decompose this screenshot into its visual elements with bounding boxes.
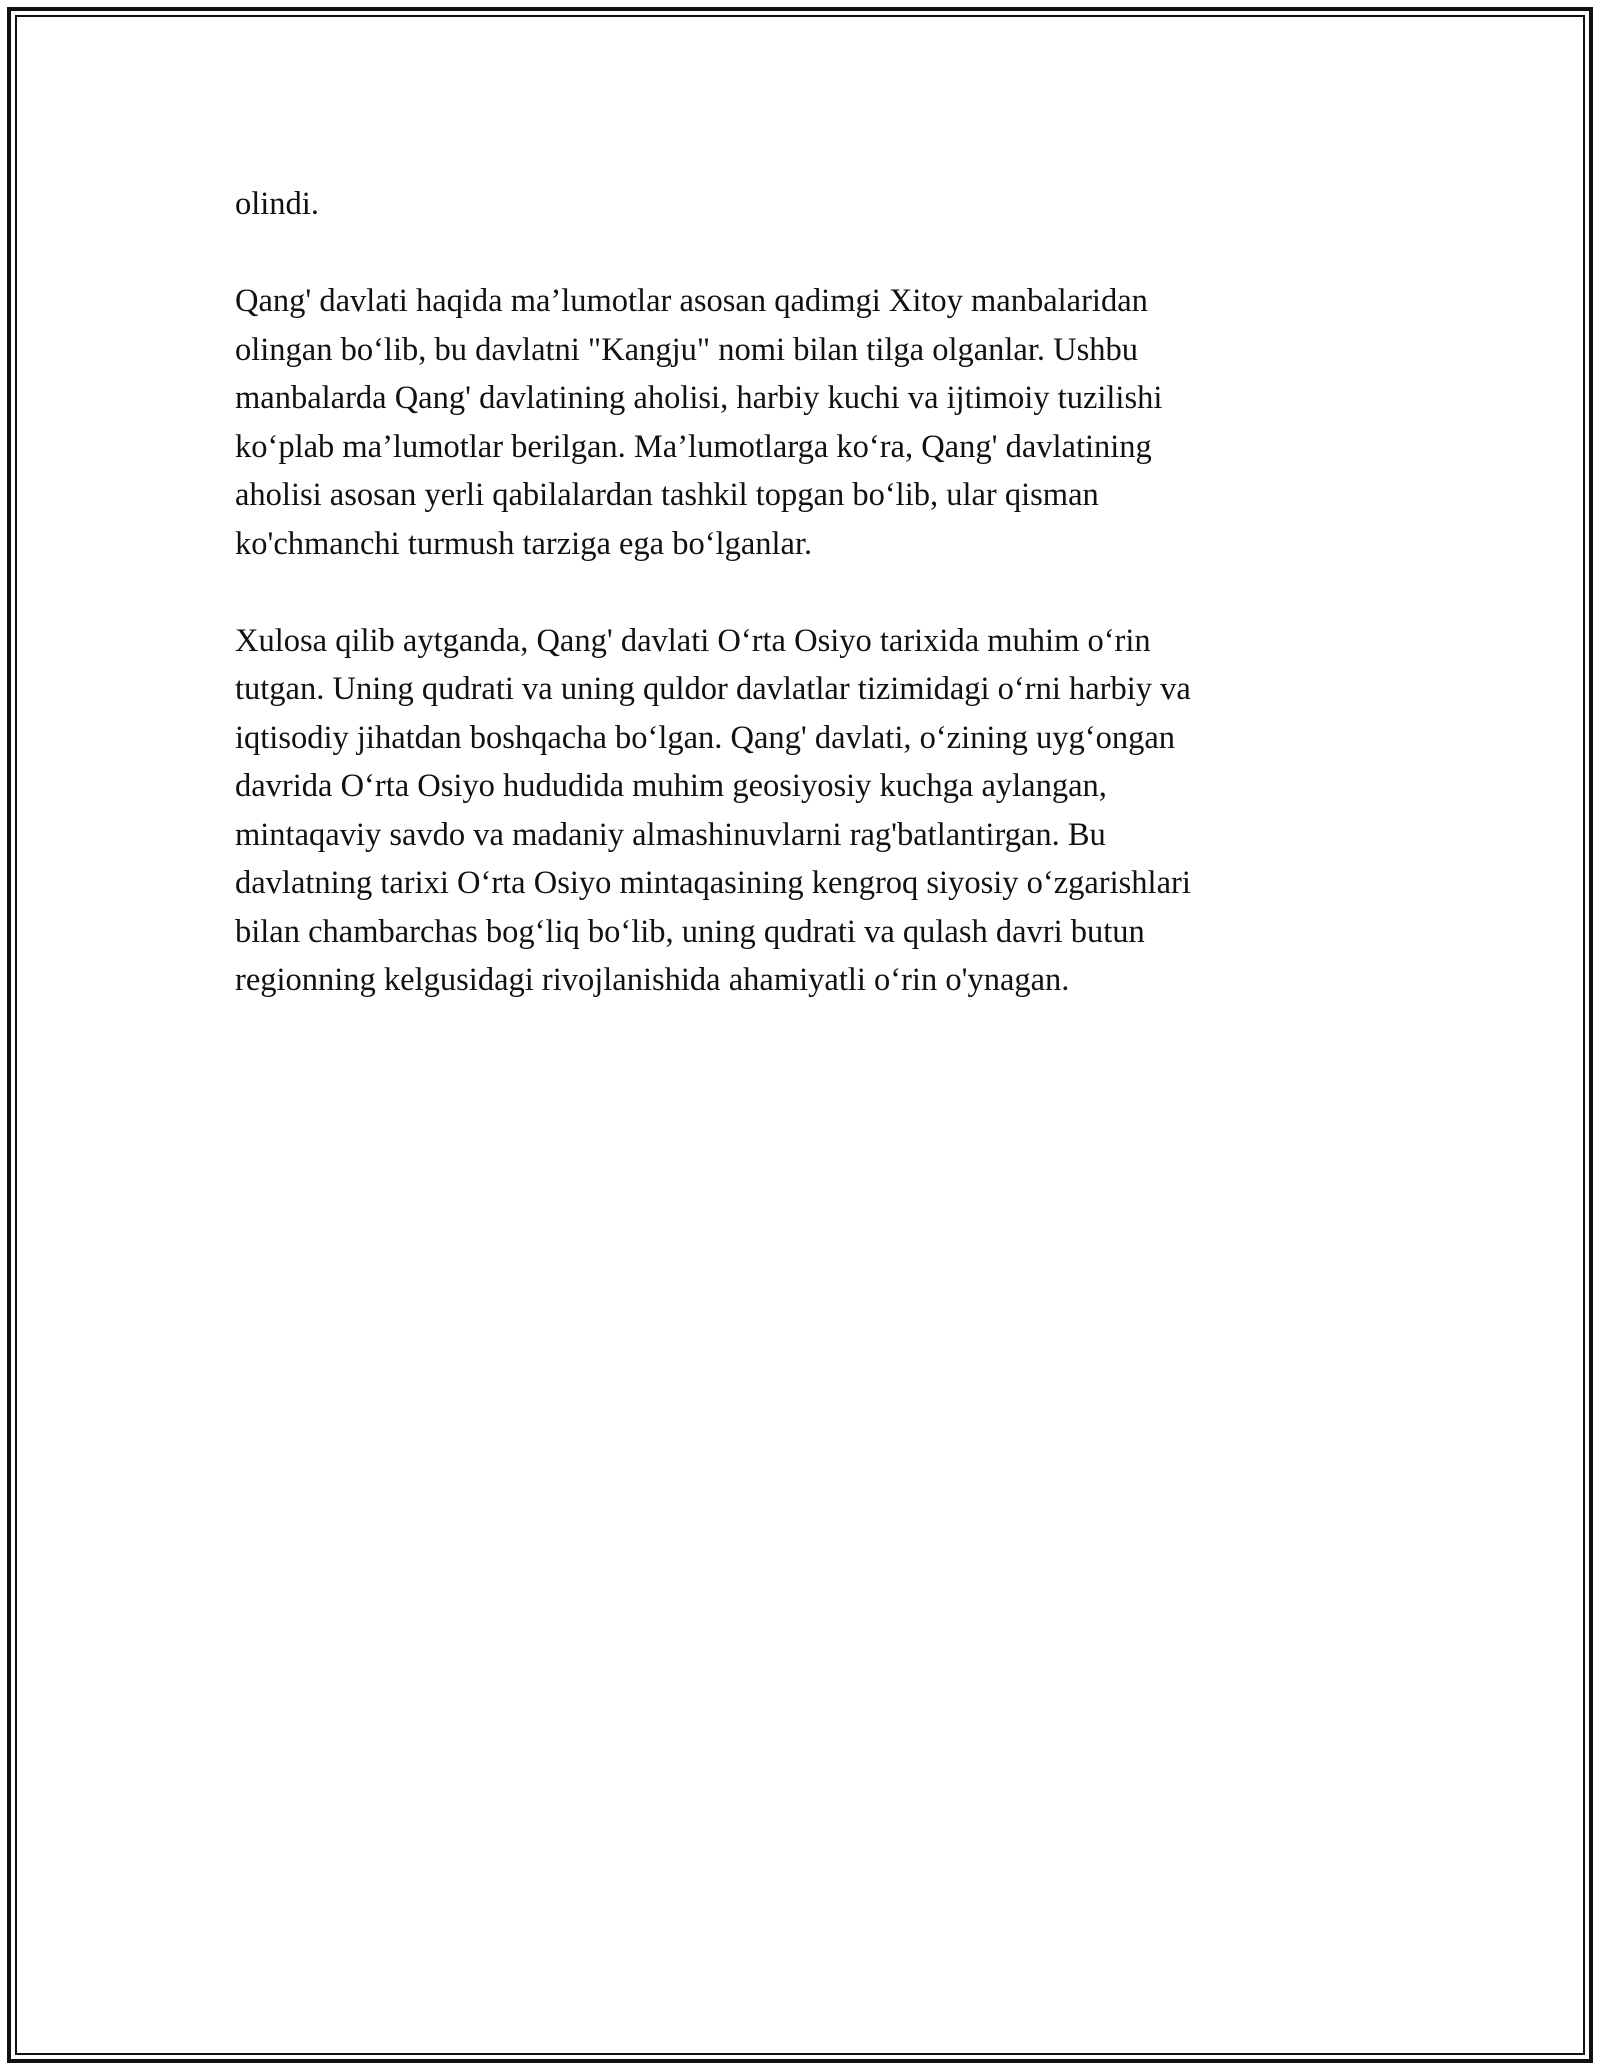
text-line: bilan chambarchas bog‘liq bo‘lib, uning qudrati va qulash davri butun: [235, 913, 1145, 950]
text-line: aholisi asosan yerli qabilalardan tashkil topgan bo‘lib, ular qisman: [235, 477, 1099, 513]
text-line: olingan bo‘lib, bu davlatni "Kangju" nomi bilan tilga olganlar. Ushbu: [235, 331, 1139, 368]
paragraph-spacer: [235, 568, 1365, 617]
text-line: ko‘plab ma’lumotlar berilgan. Ma’lumotlarga ko‘ra, Qang' davlatining: [235, 428, 1152, 465]
text-line: davlatning tarixi O‘rta Osiyo mintaqasining kengroq siyosiy o‘zgarishlari: [235, 865, 1191, 901]
paragraph-conclusion: [235, 617, 1365, 1005]
text-line: regionning kelgusidagi rivojlanishida ahamiyatli o‘rin o'ynagan.: [235, 962, 1070, 998]
text-line: mintaqaviy savdo va madaniy almashinuvlarni rag'batlantirgan. Bu: [235, 816, 1106, 853]
text-line: iqtisodiy jihatdan boshqacha bo‘lgan. Qang' davlati, o‘zining uyg‘ongan: [235, 719, 1176, 756]
paragraph-sources: [235, 277, 1365, 568]
text-line: tutgan. Uning qudrati va uning quldor davlatlar tizimidagi o‘rni harbiy va: [235, 671, 1191, 707]
text-line: olindi.: [235, 186, 319, 222]
text-line: Qang' davlati haqida ma’lumotlar asosan qadimgi Xitoy manbalaridan: [235, 283, 1148, 319]
paragraph-spacer: [235, 229, 1365, 278]
paragraph-continuation: [235, 180, 1365, 229]
text-line: Xulosa qilib aytganda, Qang' davlati O‘rta Osiyo tarixida muhim o‘rin: [235, 622, 1151, 659]
text-line: ko'chmanchi turmush tarziga ega bo‘lganlar.: [235, 525, 813, 562]
document-body: [235, 180, 1365, 1005]
text-line: davrida O‘rta Osiyo hududida muhim geosiyosiy kuchga aylangan,: [235, 768, 1107, 804]
text-line: manbalarda Qang' davlatining aholisi, harbiy kuchi va ijtimoiy tuzilishi: [235, 380, 1163, 416]
